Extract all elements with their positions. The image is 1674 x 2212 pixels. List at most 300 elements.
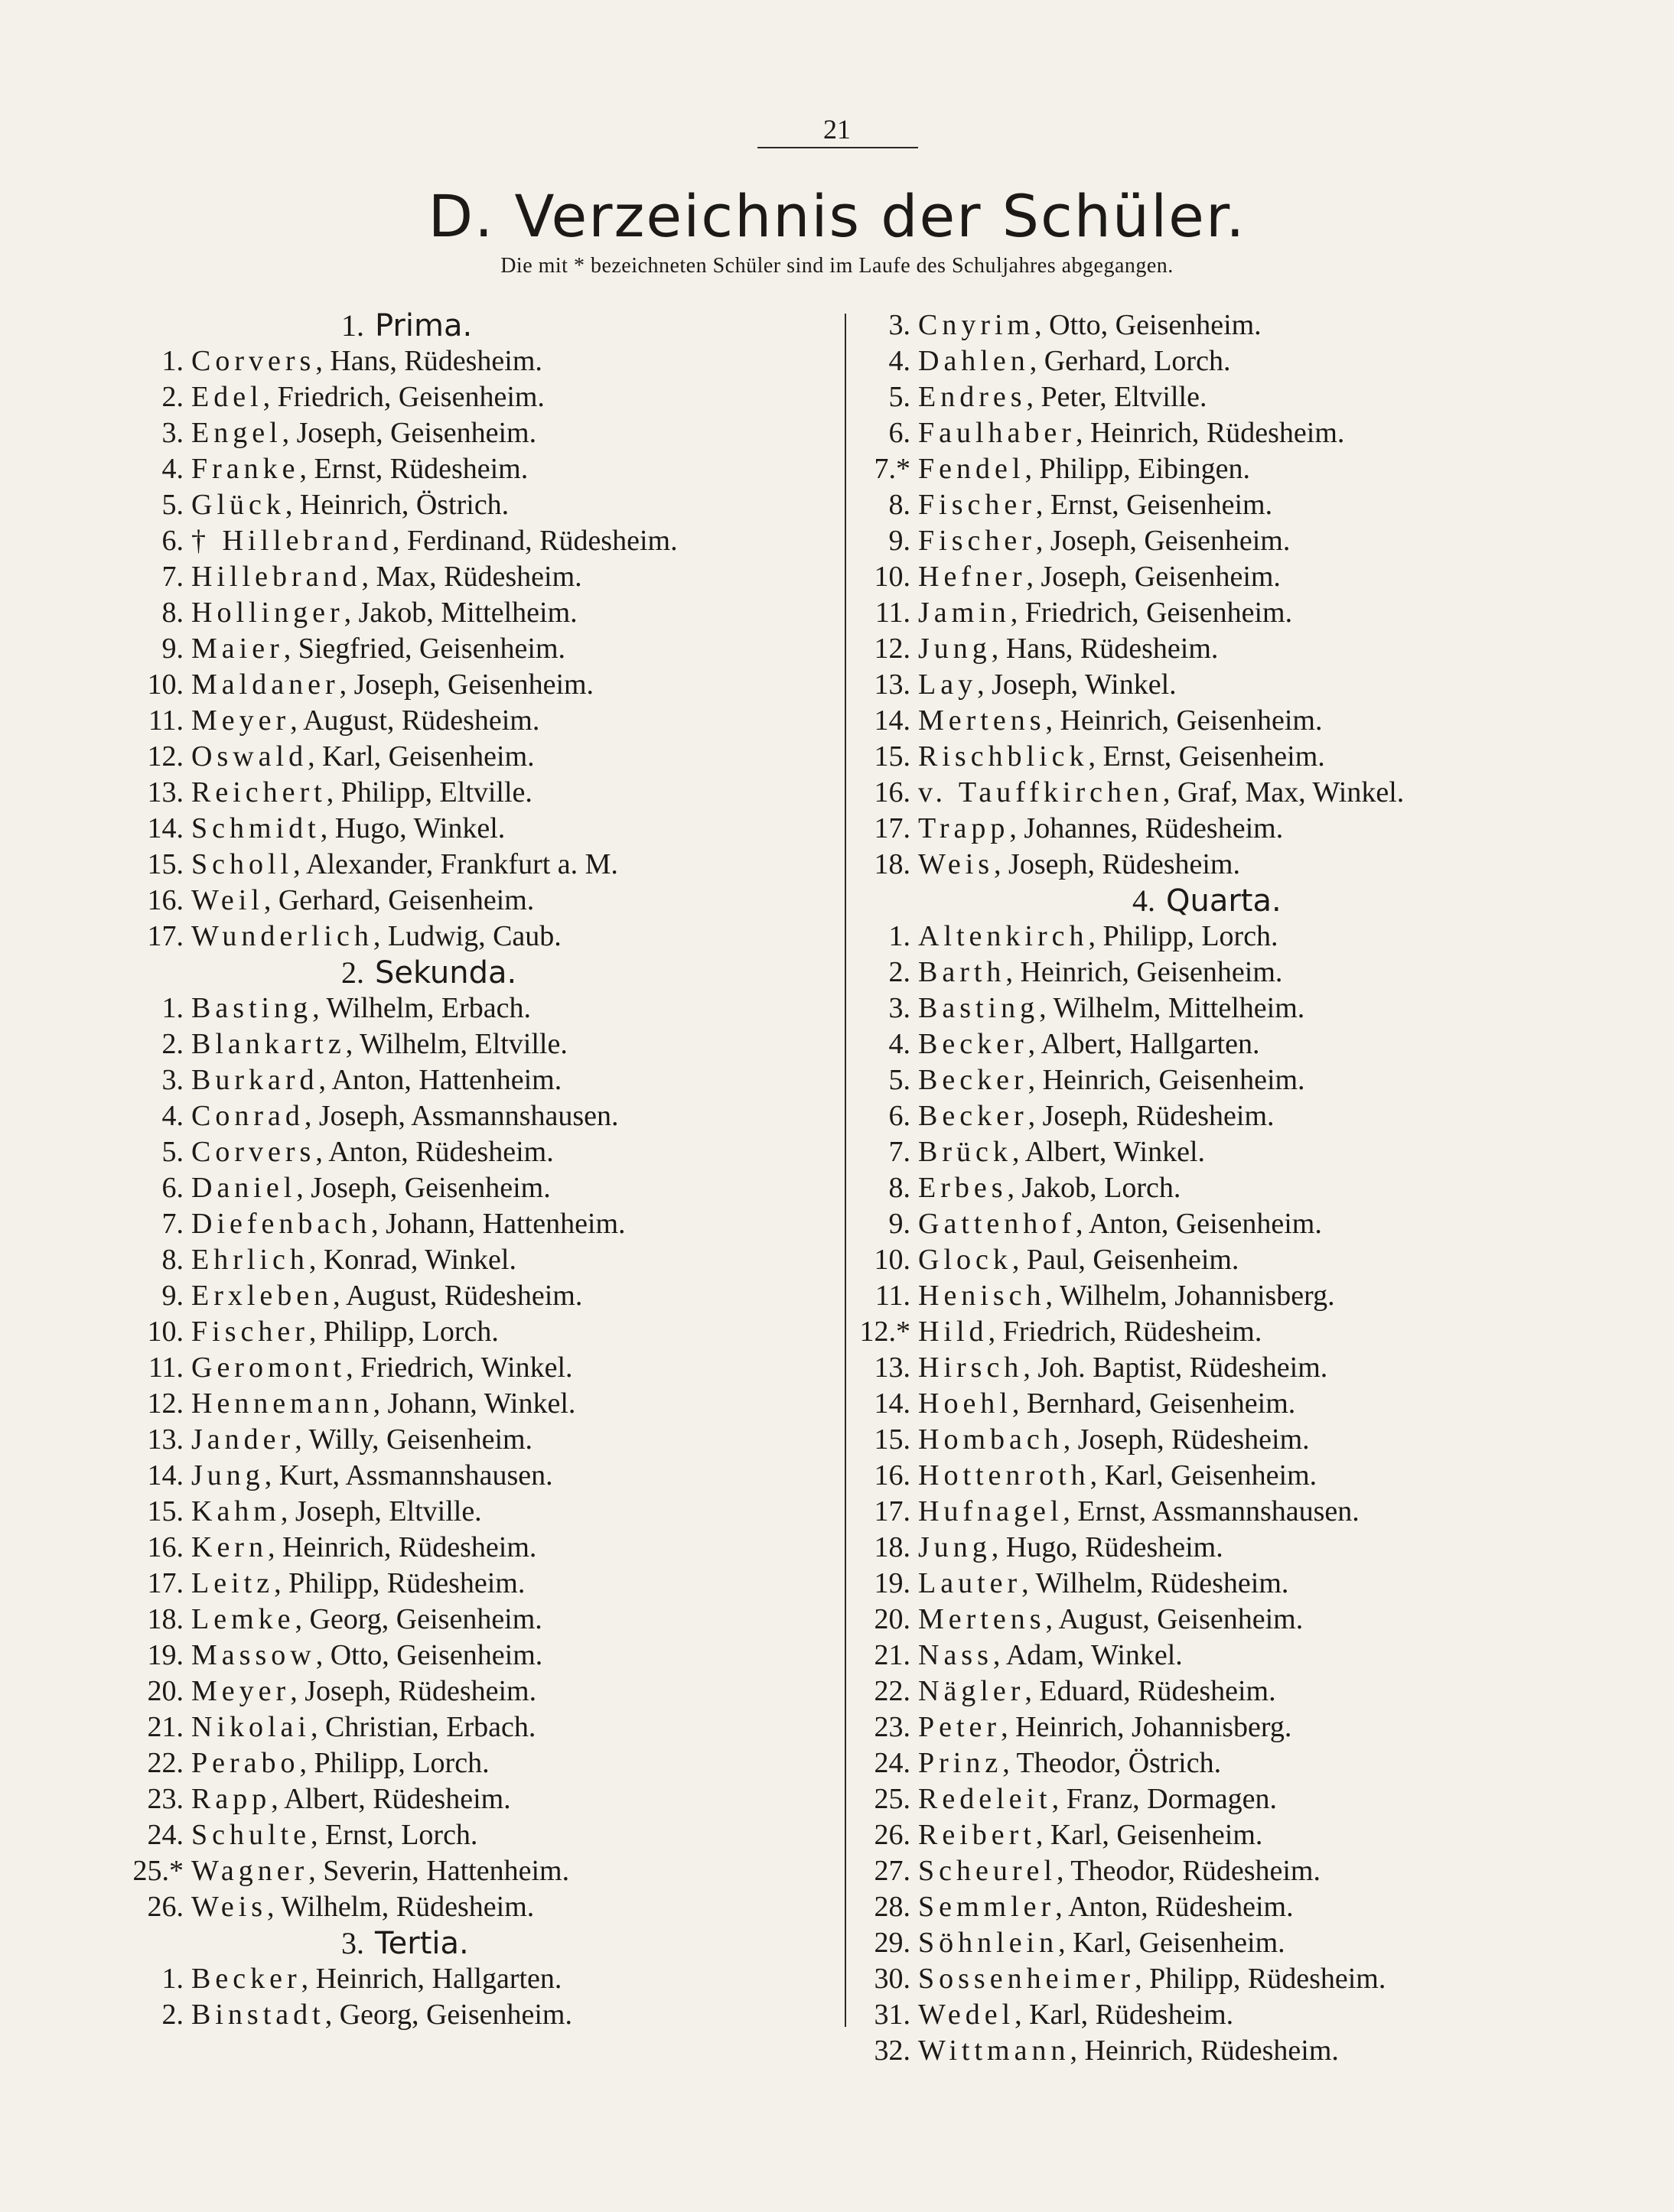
student-details: , Albert, Rüdesheim. xyxy=(271,1783,511,1815)
student-entry xyxy=(122,919,842,955)
entry-text xyxy=(918,1961,1386,1997)
student-entry xyxy=(849,847,1614,883)
student-surname: Weil xyxy=(191,884,264,916)
entry-text xyxy=(918,811,1283,847)
entry-text xyxy=(918,595,1292,631)
entry-number: 3. xyxy=(161,417,184,449)
class-heading-number: 1. xyxy=(341,308,364,343)
entry-text xyxy=(191,739,535,775)
student-details: , Heinrich, Östrich. xyxy=(285,489,510,521)
entry-text xyxy=(191,451,528,487)
student-entry xyxy=(122,595,842,631)
student-details: , Hugo, Rüdesheim. xyxy=(991,1531,1223,1563)
entry-number: 7. xyxy=(161,1208,184,1240)
student-surname: Peter xyxy=(918,1711,1001,1743)
entry-number: 7. xyxy=(888,1136,910,1168)
student-surname: Nikolai xyxy=(191,1711,311,1743)
entry-number: 24. xyxy=(147,1819,184,1851)
student-entry xyxy=(849,775,1614,811)
page-note: Die mit * bezeichneten Schüler sind im Laufe des Schuljahres abgegangen. xyxy=(500,254,1174,278)
entry-number: 25. xyxy=(874,1783,910,1815)
entry-text xyxy=(918,2033,1339,2069)
student-surname: Fischer xyxy=(918,525,1036,557)
student-details: , Jakob, Mittelheim. xyxy=(344,597,578,629)
student-entry xyxy=(849,1925,1614,1961)
entry-text xyxy=(191,1242,516,1278)
entry-text xyxy=(918,1350,1327,1386)
entry-number: 12. xyxy=(147,1387,184,1420)
entry-number: 9. xyxy=(161,1280,184,1312)
student-details: , Wilhelm, Eltville. xyxy=(345,1028,568,1060)
student-surname: Wagner xyxy=(191,1855,309,1887)
entry-text xyxy=(191,1530,536,1566)
student-details: , Friedrich, Winkel. xyxy=(346,1352,573,1384)
student-surname: Daniel xyxy=(191,1172,297,1204)
entry-number: 21. xyxy=(147,1711,184,1743)
student-surname: Becker xyxy=(191,1963,301,1995)
entry-number: 6. xyxy=(161,525,184,557)
student-details: , Paul, Geisenheim. xyxy=(1011,1244,1239,1276)
entry-number: 14. xyxy=(147,1459,184,1491)
student-surname: Hefner xyxy=(918,561,1027,593)
student-entry xyxy=(849,1026,1614,1062)
student-surname: Becker xyxy=(918,1064,1028,1096)
student-details: , Joseph, Rüdesheim. xyxy=(994,848,1240,880)
entry-text xyxy=(191,487,509,523)
student-details: , Karl, Geisenheim. xyxy=(1058,1927,1285,1959)
student-details: , Albert, Hallgarten. xyxy=(1028,1028,1260,1060)
page-number-rule xyxy=(757,147,918,148)
class-heading-label: Quarta. xyxy=(1166,883,1282,919)
student-entry xyxy=(849,1781,1614,1817)
student-entry xyxy=(122,1062,842,1098)
entry-text xyxy=(918,1386,1295,1422)
entry-text xyxy=(918,1098,1275,1134)
entry-text xyxy=(191,1494,482,1530)
entry-number: 2. xyxy=(161,1028,184,1060)
student-surname: Cnyrim xyxy=(918,309,1035,341)
student-entry xyxy=(122,379,842,415)
entry-number: 5. xyxy=(161,489,184,521)
student-details: , Wilhelm, Johannisberg. xyxy=(1045,1280,1335,1312)
student-surname: Scheurel xyxy=(918,1855,1057,1887)
student-entry xyxy=(849,343,1614,379)
student-surname: Henisch xyxy=(918,1280,1046,1312)
student-entry xyxy=(849,955,1614,991)
student-surname: Söhnlein xyxy=(918,1927,1059,1959)
student-entry xyxy=(849,1566,1614,1602)
student-details: , Johannes, Rüdesheim. xyxy=(1009,812,1284,844)
entry-text xyxy=(918,703,1322,739)
entry-number: 2. xyxy=(161,1999,184,2031)
entry-number: 17. xyxy=(874,1495,910,1527)
student-entry xyxy=(122,1638,842,1674)
entry-text xyxy=(191,1781,511,1817)
entry-text xyxy=(918,631,1218,667)
entry-number: 25.* xyxy=(132,1855,184,1887)
student-surname: Jander xyxy=(191,1423,295,1456)
student-details: , Ernst, Geisenheim. xyxy=(1088,740,1325,773)
student-details: , Bernhard, Geisenheim. xyxy=(1011,1387,1296,1420)
student-entry xyxy=(849,1278,1614,1314)
entry-text xyxy=(191,1817,477,1853)
student-entry xyxy=(849,1062,1614,1098)
student-entry xyxy=(122,739,842,775)
entry-text xyxy=(918,667,1177,703)
entry-text xyxy=(191,919,562,955)
student-entry xyxy=(849,1602,1614,1638)
student-details: , Eduard, Rüdesheim. xyxy=(1024,1675,1276,1707)
entry-text xyxy=(918,775,1404,811)
student-entry xyxy=(122,1745,842,1781)
entry-text xyxy=(191,1709,536,1745)
student-surname: Jamin xyxy=(918,597,1011,629)
entry-text xyxy=(918,955,1282,991)
entry-text xyxy=(191,523,678,559)
student-details: , Otto, Geisenheim. xyxy=(315,1639,543,1671)
entry-number: 18. xyxy=(874,848,910,880)
student-surname: Nägler xyxy=(918,1675,1025,1707)
entry-text xyxy=(191,1674,536,1709)
entry-text xyxy=(191,1134,554,1170)
entry-number: 30. xyxy=(874,1963,910,1995)
student-entry xyxy=(849,919,1614,955)
entry-number: 18. xyxy=(147,1603,184,1635)
student-details: , Ernst, Geisenheim. xyxy=(1035,489,1273,521)
student-surname: Basting xyxy=(191,992,313,1024)
student-entry xyxy=(849,487,1614,523)
left-column xyxy=(122,307,842,2033)
class-heading-number: 4. xyxy=(1132,883,1155,918)
entry-text xyxy=(191,343,542,379)
student-entry xyxy=(849,1422,1614,1458)
entry-text xyxy=(191,1638,542,1674)
entry-number: 3. xyxy=(161,1064,184,1096)
entry-text xyxy=(918,343,1230,379)
student-details: , Hans, Rüdesheim. xyxy=(315,345,542,377)
student-details: , Albert, Winkel. xyxy=(1011,1136,1205,1168)
entry-number: 19. xyxy=(874,1567,910,1599)
student-details: , Joseph, Rüdesheim. xyxy=(1063,1423,1310,1456)
student-entry xyxy=(849,1170,1614,1206)
entry-number: 13. xyxy=(147,1423,184,1456)
student-surname: Hillebrand xyxy=(191,561,362,593)
student-surname: Reibert xyxy=(918,1819,1036,1851)
student-surname: Maier xyxy=(191,633,284,665)
student-details: , Otto, Geisenheim. xyxy=(1034,309,1262,341)
student-details: , Friedrich, Geisenheim. xyxy=(262,381,545,413)
entry-number: 10. xyxy=(874,1244,910,1276)
student-details: , Ernst, Assmannshausen. xyxy=(1063,1495,1360,1527)
student-surname: Corvers xyxy=(191,345,316,377)
student-surname: Diefenbach xyxy=(191,1208,372,1240)
student-details: , Karl, Geisenheim. xyxy=(308,740,535,773)
student-details: , Philipp, Eltville. xyxy=(326,776,532,808)
entry-number: 21. xyxy=(874,1639,910,1671)
student-entry xyxy=(849,1889,1614,1925)
entry-number: 11. xyxy=(874,597,910,629)
student-entry xyxy=(849,703,1614,739)
student-entry xyxy=(122,1350,842,1386)
entry-number: 10. xyxy=(874,561,910,593)
student-surname: Oswald xyxy=(191,740,308,773)
student-entry xyxy=(122,1458,842,1494)
student-surname: Lemke xyxy=(191,1603,295,1635)
entry-text xyxy=(191,1314,499,1350)
student-surname: Glück xyxy=(191,489,285,521)
student-surname: Lay xyxy=(918,668,978,701)
student-surname: Jung xyxy=(918,633,992,665)
student-surname: Meyer xyxy=(191,704,291,737)
student-surname: Blankartz xyxy=(191,1028,346,1060)
entry-text xyxy=(918,1709,1291,1745)
student-entry xyxy=(849,1745,1614,1781)
class-heading xyxy=(849,883,1614,919)
student-entry xyxy=(122,703,842,739)
student-entry xyxy=(122,451,842,487)
student-surname: Faulhaber xyxy=(918,417,1076,449)
student-entry xyxy=(122,775,842,811)
student-details: , Theodor, Rüdesheim. xyxy=(1056,1855,1321,1887)
student-entry xyxy=(849,523,1614,559)
entry-number: 17. xyxy=(147,920,184,952)
student-details: , Franz, Dormagen. xyxy=(1051,1783,1278,1815)
student-entry xyxy=(122,1961,842,1997)
student-surname: Perabo xyxy=(191,1747,300,1779)
student-details: , Joseph, Assmannshausen. xyxy=(304,1100,619,1132)
entry-number: 15. xyxy=(874,740,910,773)
entry-number: 11. xyxy=(874,1280,910,1312)
student-entry xyxy=(122,1134,842,1170)
student-entry xyxy=(849,1314,1614,1350)
student-surname: Dahlen xyxy=(918,345,1030,377)
class-heading-label: Tertia. xyxy=(375,1926,469,1961)
student-entry xyxy=(849,415,1614,451)
entry-number: 14. xyxy=(874,704,910,737)
entry-number: 13. xyxy=(147,776,184,808)
entry-text xyxy=(191,667,594,703)
student-entry xyxy=(122,1386,842,1422)
entry-text xyxy=(191,811,505,847)
entry-number: 18. xyxy=(874,1531,910,1563)
student-entry xyxy=(849,379,1614,415)
entry-text xyxy=(918,1566,1288,1602)
entry-number: 26. xyxy=(874,1819,910,1851)
entry-text xyxy=(191,883,534,919)
student-details: , Friedrich, Geisenheim. xyxy=(1010,597,1293,629)
student-details: , Hugo, Winkel. xyxy=(320,812,506,844)
entry-text xyxy=(918,1745,1221,1781)
student-details: , Heinrich, Johannisberg. xyxy=(1001,1711,1292,1743)
student-details: , Willy, Geisenheim. xyxy=(295,1423,533,1456)
student-details: , Ernst, Rüdesheim. xyxy=(299,453,529,485)
entry-text xyxy=(191,415,536,451)
entry-number: 4. xyxy=(161,1100,184,1132)
student-details: , Alexander, Frankfurt a. M. xyxy=(293,848,618,880)
student-entry xyxy=(122,1530,842,1566)
student-entry xyxy=(122,1242,842,1278)
student-surname: Lauter xyxy=(918,1567,1022,1599)
entry-number: 6. xyxy=(161,1172,184,1204)
student-surname: Hottenroth xyxy=(918,1459,1090,1491)
entry-text xyxy=(918,1925,1285,1961)
entry-text xyxy=(191,1745,490,1781)
entry-number: 31. xyxy=(874,1999,910,2031)
student-entry xyxy=(122,991,842,1026)
student-details: , Joseph, Geisenheim. xyxy=(339,668,594,701)
student-entry xyxy=(122,559,842,595)
student-entry xyxy=(849,1817,1614,1853)
entry-text xyxy=(918,1674,1276,1709)
entry-text xyxy=(918,1889,1294,1925)
entry-text xyxy=(191,1206,626,1242)
student-surname: Mertens xyxy=(918,704,1046,737)
student-details: , Ferdinand, Rüdesheim. xyxy=(392,525,678,557)
entry-text xyxy=(191,1889,534,1925)
student-surname: Erxleben xyxy=(191,1280,334,1312)
entry-number: 1. xyxy=(161,345,184,377)
page-number: 21 xyxy=(823,114,851,145)
entry-number: 16. xyxy=(874,776,910,808)
student-surname: Rischblick xyxy=(918,740,1089,773)
student-entry xyxy=(122,811,842,847)
entry-number: 1. xyxy=(888,920,910,952)
student-surname: Hennemann xyxy=(191,1387,373,1420)
student-surname: Wittmann xyxy=(918,2035,1070,2067)
student-entry xyxy=(122,1170,842,1206)
entry-number: 20. xyxy=(147,1675,184,1707)
entry-number: 9. xyxy=(888,525,910,557)
student-surname: Maldaner xyxy=(191,668,340,701)
student-surname: Endres xyxy=(918,381,1027,413)
student-entry xyxy=(122,1314,842,1350)
entry-text xyxy=(918,1817,1262,1853)
student-details: , Heinrich, Geisenheim. xyxy=(1028,1064,1305,1096)
student-details: , Philipp, Lorch. xyxy=(308,1316,499,1348)
class-heading-label: Prima. xyxy=(375,308,473,343)
entry-number: 15. xyxy=(147,1495,184,1527)
student-surname: v. Tauffkirchen xyxy=(918,776,1163,808)
student-details: , Anton, Rüdesheim. xyxy=(315,1136,554,1168)
entry-number: 22. xyxy=(874,1675,910,1707)
student-details: , Johann, Winkel. xyxy=(373,1387,576,1420)
entry-number: 3. xyxy=(888,309,910,341)
student-details: , Wilhelm, Rüdesheim. xyxy=(1021,1567,1289,1599)
entry-number: 32. xyxy=(874,2035,910,2067)
student-entry xyxy=(849,1350,1614,1386)
student-details: , Theodor, Östrich. xyxy=(1002,1747,1222,1779)
entry-text xyxy=(918,991,1304,1026)
entry-number: 12.* xyxy=(859,1316,910,1348)
student-surname: Hild xyxy=(918,1316,988,1348)
student-details: , Gerhard, Lorch. xyxy=(1029,345,1231,377)
student-details: , Karl, Rüdesheim. xyxy=(1014,1999,1234,2031)
student-entry xyxy=(122,1422,842,1458)
student-entry xyxy=(122,343,842,379)
entry-text xyxy=(918,739,1325,775)
student-entry xyxy=(849,451,1614,487)
student-details: , Georg, Geisenheim. xyxy=(324,1999,572,2031)
student-entry xyxy=(122,523,842,559)
student-details: , Heinrich, Geisenheim. xyxy=(1045,704,1323,737)
entry-number: 5. xyxy=(888,381,910,413)
entry-text xyxy=(191,847,618,883)
student-surname: Altenkirch xyxy=(918,920,1089,952)
student-surname: Mertens xyxy=(918,1603,1046,1635)
entry-text xyxy=(918,1781,1277,1817)
student-surname: Weis xyxy=(918,848,995,880)
student-surname: Fischer xyxy=(191,1316,309,1348)
student-surname: Trapp xyxy=(918,812,1010,844)
entry-text xyxy=(918,559,1281,595)
student-entry xyxy=(122,1817,842,1853)
class-heading xyxy=(122,1925,842,1961)
class-heading xyxy=(122,307,842,343)
entry-number: 29. xyxy=(874,1927,910,1959)
entry-number: 16. xyxy=(874,1459,910,1491)
student-details: , Heinrich, Rüdesheim. xyxy=(1075,417,1345,449)
entry-number: 8. xyxy=(161,1244,184,1276)
student-details: , Hans, Rüdesheim. xyxy=(991,633,1219,665)
entry-number: 10. xyxy=(147,1316,184,1348)
student-entry xyxy=(849,1242,1614,1278)
student-entry xyxy=(849,1709,1614,1745)
entry-text xyxy=(191,631,565,667)
student-details: , Heinrich, Rüdesheim. xyxy=(1070,2035,1339,2067)
student-surname: Fendel xyxy=(918,453,1025,485)
student-entry xyxy=(122,1889,842,1925)
student-entry xyxy=(122,1709,842,1745)
student-entry xyxy=(849,1997,1614,2033)
student-surname: Gattenhof xyxy=(918,1208,1076,1240)
entry-number: 26. xyxy=(147,1891,184,1923)
student-details: , Karl, Geisenheim. xyxy=(1089,1459,1317,1491)
entry-text xyxy=(918,451,1250,487)
student-details: , Christian, Erbach. xyxy=(310,1711,536,1743)
student-entry xyxy=(849,1853,1614,1889)
student-surname: Hollinger xyxy=(191,597,344,629)
student-details: , Georg, Geisenheim. xyxy=(295,1603,542,1635)
student-entry xyxy=(849,811,1614,847)
entry-number: 24. xyxy=(874,1747,910,1779)
entry-number: 5. xyxy=(161,1136,184,1168)
student-entry xyxy=(849,1206,1614,1242)
entry-text xyxy=(191,379,545,415)
student-entry xyxy=(122,1494,842,1530)
student-surname: Erbes xyxy=(918,1172,1008,1204)
student-surname: Wedel xyxy=(918,1999,1015,2031)
entry-text xyxy=(191,1422,532,1458)
student-surname: Semmler xyxy=(918,1891,1056,1923)
entry-text xyxy=(918,1458,1317,1494)
class-heading xyxy=(122,955,842,991)
entry-number: 15. xyxy=(147,848,184,880)
student-details: , Anton, Hattenheim. xyxy=(318,1064,562,1096)
student-entry xyxy=(849,1638,1614,1674)
entry-number: 9. xyxy=(161,633,184,665)
student-entry xyxy=(122,487,842,523)
student-surname: Leitz xyxy=(191,1567,275,1599)
student-entry xyxy=(122,1566,842,1602)
student-details: , Wilhelm, Erbach. xyxy=(312,992,531,1024)
entry-text xyxy=(918,1026,1259,1062)
entry-text xyxy=(918,1134,1205,1170)
entry-text xyxy=(191,1026,568,1062)
entry-number: 5. xyxy=(888,1064,910,1096)
entry-number: 11. xyxy=(148,704,184,737)
student-details: , Wilhelm, Mittelheim. xyxy=(1039,992,1305,1024)
student-surname: Becker xyxy=(918,1100,1028,1132)
